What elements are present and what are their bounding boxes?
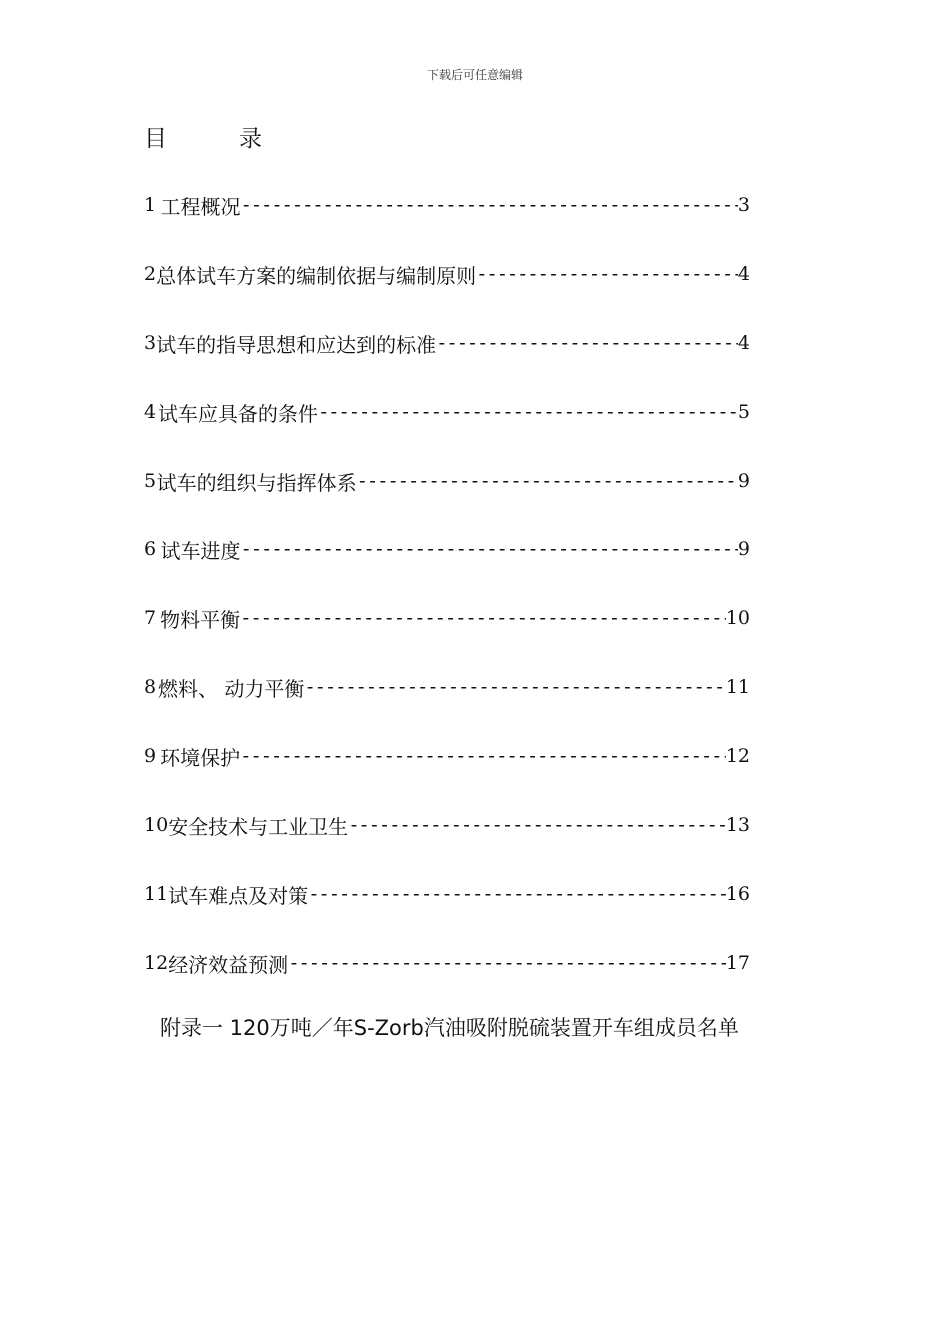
toc-entry-title: 试车的组织与指挥体系 [156,470,357,495]
toc-entry-number: 2 [144,263,157,285]
toc-entry-title: 工程概况 [160,194,241,219]
toc-entry-6[interactable] [144,534,750,564]
toc-entry-number: 8 [144,676,157,698]
toc-entry-page: 13 [725,814,750,836]
toc-entry-number: 1 [144,194,157,216]
toc-entry-number: 10 [144,814,169,836]
toc-entry-page: 9 [737,470,750,492]
toc-entry-page: 12 [725,745,750,767]
toc-entry-10[interactable] [144,810,750,840]
toc-entry-11[interactable] [144,879,750,909]
toc-leader [240,607,726,629]
toc-entry-page: 9 [737,538,750,560]
toc-entry-title: 燃料、 动力平衡 [158,676,305,701]
toc-leader [348,814,726,836]
toc-entry-2[interactable] [144,259,750,289]
toc-title-right: 录 [239,126,262,152]
toc-entry-1[interactable] [144,190,750,220]
toc-entry-3[interactable] [144,328,750,358]
toc-entry-8[interactable] [144,672,750,702]
toc-leader [288,952,726,974]
toc-entry-title: 试车的指导思想和应达到的标准 [156,332,437,357]
toc-entry-12[interactable] [144,948,750,978]
toc-entry-title: 试车难点及对策 [168,883,309,908]
toc-entry-title: 经济效益预测 [168,952,289,977]
toc-entry-page: 4 [737,332,750,354]
toc-entry-page: 3 [737,194,750,216]
toc-entry-title: 试车进度 [160,538,241,563]
toc-entry-7[interactable] [144,603,750,633]
toc-entry-title: 总体试车方案的编制依据与编制原则 [156,263,477,288]
toc-entry-5[interactable] [144,466,750,496]
toc-entry-number: 5 [144,470,157,492]
toc-entry-title: 试车应具备的条件 [157,401,318,426]
toc-leader [240,745,726,767]
toc-entry-page: 10 [725,607,750,629]
toc-leader [318,401,738,423]
toc-title-left: 目 [144,126,167,152]
page-header: 下载后可任意编辑 [426,68,523,82]
toc-title [144,120,262,153]
toc-entry-number: 3 [144,332,157,354]
toc-entry-page: 5 [737,401,750,423]
toc-entry-page: 17 [725,952,750,974]
toc-entry-page: 4 [737,263,750,285]
toc-leader [304,676,725,698]
toc-entry-title: 物料平衡 [160,607,241,632]
toc-entry-number: 11 [144,883,169,905]
toc-entry-number: 9 [144,745,157,767]
toc-entry-9[interactable] [144,741,750,771]
toc-leader [357,470,738,492]
toc-entry-title: 安全技术与工业卫生 [168,814,349,839]
toc-entry-page: 11 [725,676,750,698]
toc-leader [436,332,738,354]
appendix-entry[interactable]: 附录一 120万吨／年S-Zorb汽油吸附脱硫装置开车组成员名单 [160,1016,739,1040]
toc-leader [476,263,738,285]
toc-entry-4[interactable] [144,397,750,427]
toc-entry-page: 16 [725,883,750,905]
toc-leader [241,194,738,216]
toc-entry-number: 12 [144,952,169,974]
toc-entry-number: 4 [144,401,157,423]
toc-entry-number: 7 [144,607,157,629]
toc-leader [308,883,726,905]
toc-entry-number: 6 [144,538,157,560]
toc-leader [241,538,738,560]
toc-entry-title: 环境保护 [160,745,241,770]
